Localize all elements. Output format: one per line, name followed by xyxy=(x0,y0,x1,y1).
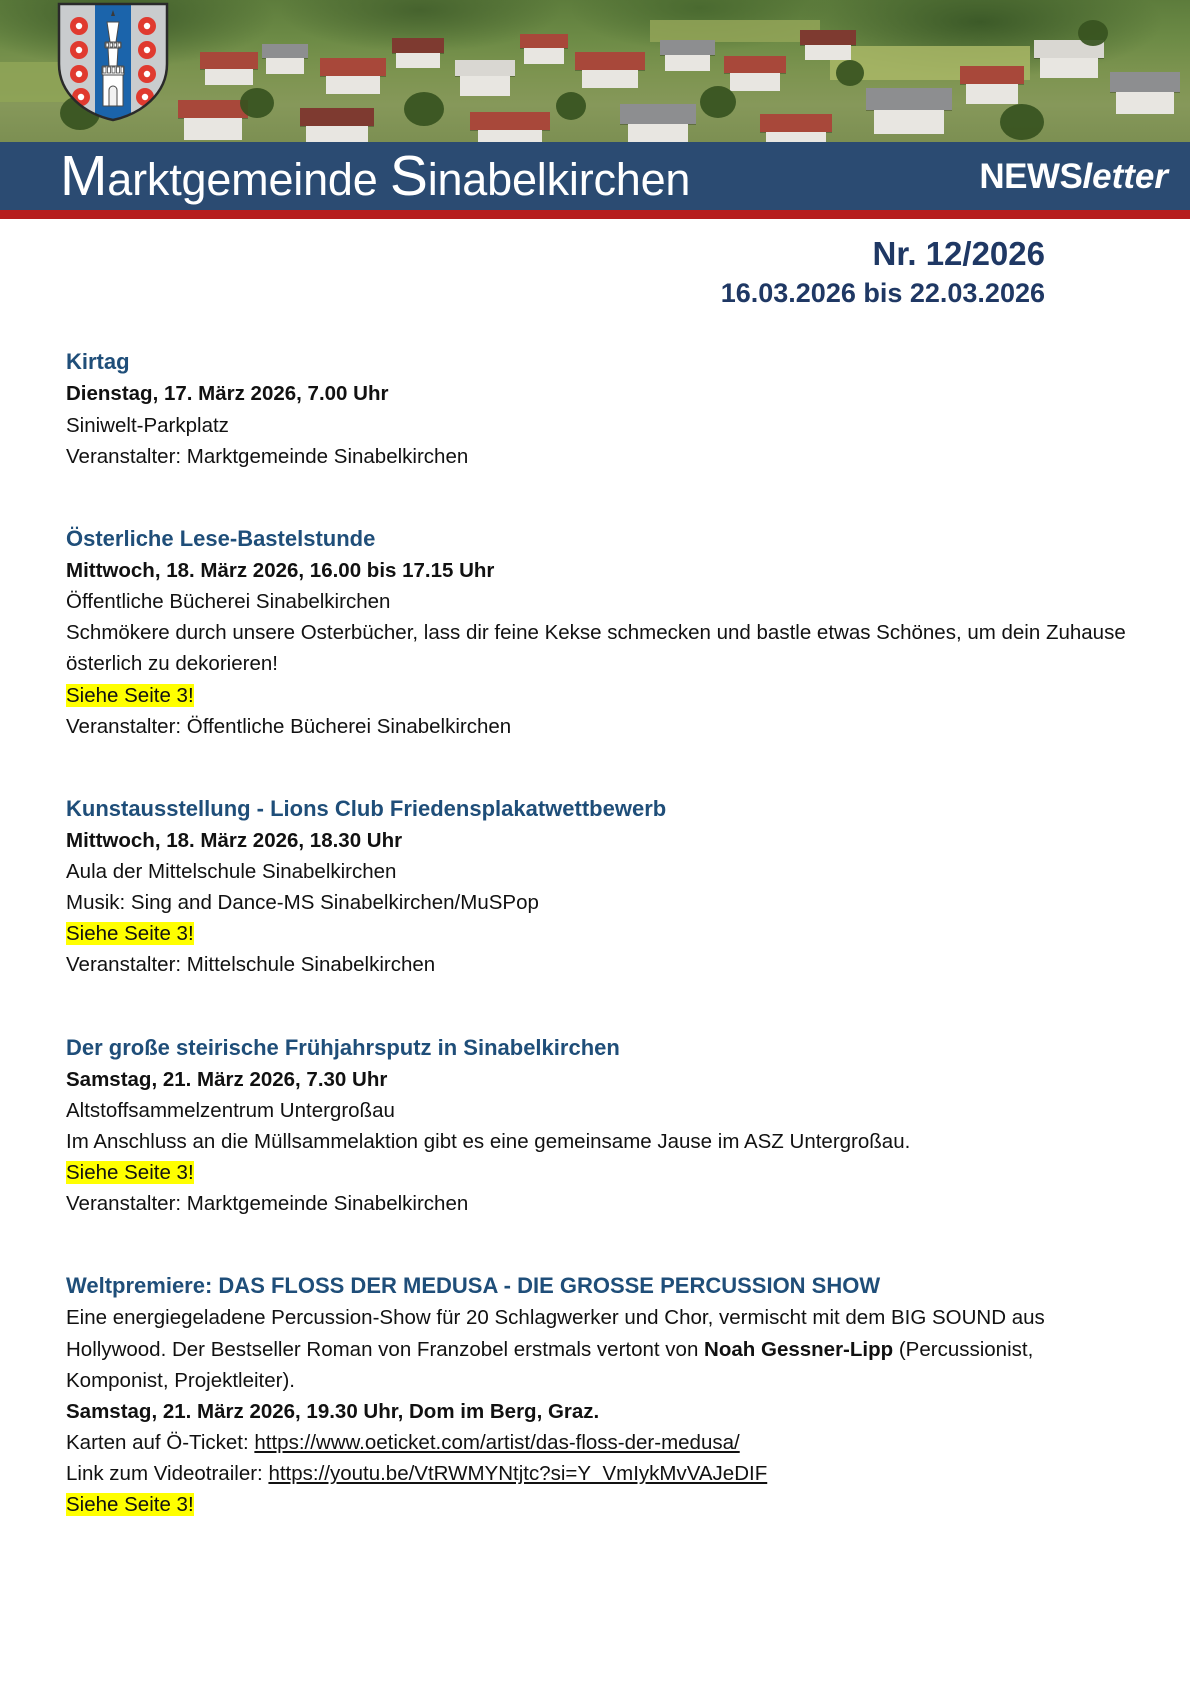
issue-date-range: 16.03.2026 bis 22.03.2026 xyxy=(720,278,1045,309)
masthead-word-marktgemeinde: arktgemeinde xyxy=(107,153,390,205)
event-description: Schmökere durch unsere Osterbücher, lass dir feine Kekse schmecken und bastle etwas Schönes, um dein Zuhause österlich zu dekorieren! xyxy=(66,621,1126,676)
event-datetime: Dienstag, 17. März 2026, 7.00 Uhr xyxy=(66,382,389,406)
see-page-highlight: Siehe Seite 3! xyxy=(66,683,194,707)
event-description-part2: (Percussionist, Komponist, Projektleiter). xyxy=(66,1337,1034,1392)
red-divider-rule xyxy=(0,210,1190,219)
event-title: Kirtag xyxy=(66,349,130,375)
event-item-weltpremiere-medusa xyxy=(66,1271,1130,1520)
event-datetime: Samstag, 21. März 2026, 19.30 Uhr, Dom im Berg, Graz. xyxy=(66,1399,600,1423)
see-page-highlight: Siehe Seite 3! xyxy=(66,922,194,946)
newsletter-news-text: NEWS xyxy=(979,156,1083,196)
coat-of-arms-icon xyxy=(57,2,169,122)
event-description: Im Anschluss an die Müllsammelaktion gibt es eine gemeinsame Jause im ASZ Untergroßau. xyxy=(66,1129,911,1153)
event-title: Österliche Lese-Bastelstunde xyxy=(66,525,376,551)
event-item-kunstausstellung xyxy=(66,794,1130,981)
event-location: Öffentliche Bücherei Sinabelkirchen xyxy=(66,590,391,614)
event-music: Musik: Sing and Dance-MS Sinabelkirchen/MuSPop xyxy=(66,891,539,915)
issue-info xyxy=(0,219,1190,311)
masthead-word-sinabelkirchen: inabelkirchen xyxy=(427,153,691,205)
event-see-page-row xyxy=(66,1489,1130,1520)
event-location: Aula der Mittelschule Sinabelkirchen xyxy=(66,860,397,883)
video-trailer-link[interactable]: https://youtu.be/VtRWMYNtjtc?si=Y_VmIykMvVAJeDIF xyxy=(268,1462,768,1486)
banner-photo-village xyxy=(0,0,1190,142)
event-list xyxy=(0,311,1190,1520)
see-page-highlight: Siehe Seite 3! xyxy=(66,1493,194,1517)
event-organizer: Veranstalter: Öffentliche Bücherei Sinabelkirchen xyxy=(66,714,512,738)
event-item-kirtag xyxy=(66,347,1130,472)
masthead-initial-s: S xyxy=(389,143,428,208)
event-datetime: Mittwoch, 18. März 2026, 16.00 bis 17.15 Uhr xyxy=(66,558,495,582)
event-see-page-row xyxy=(66,1157,1130,1188)
newsletter-letter-text: letter xyxy=(1082,156,1168,196)
page-title xyxy=(60,143,691,208)
event-organizer: Veranstalter: Mittelschule Sinabelkirchen xyxy=(66,953,436,977)
tickets-link[interactable]: https://www.oeticket.com/artist/das-floss-der-medusa/ xyxy=(254,1431,740,1455)
event-location: Altstoffsammelzentrum Untergroßau xyxy=(66,1098,395,1122)
village-photo-background xyxy=(0,0,1190,142)
trailer-label: Link zum Videotrailer: xyxy=(66,1462,269,1486)
event-organizer: Veranstalter: Marktgemeinde Sinabelkirchen xyxy=(66,1192,469,1216)
see-page-highlight: Siehe Seite 3! xyxy=(66,1161,194,1185)
tickets-label: Karten auf Ö-Ticket: xyxy=(66,1431,255,1455)
event-see-page-row xyxy=(66,918,1130,949)
event-title: Kunstausstellung - Lions Club Friedensplakatwettbewerb xyxy=(66,795,667,821)
event-datetime: Samstag, 21. März 2026, 7.30 Uhr xyxy=(66,1067,388,1091)
event-composer-name: Noah Gessner-Lipp xyxy=(704,1337,894,1361)
event-see-page-row xyxy=(66,680,1130,711)
event-datetime: Mittwoch, 18. März 2026, 18.30 Uhr xyxy=(66,828,403,852)
masthead-bar xyxy=(0,142,1190,210)
issue-number: Nr. 12/2026 xyxy=(872,235,1045,272)
event-trailer-row xyxy=(66,1458,1130,1489)
event-item-lese-bastelstunde xyxy=(66,524,1130,742)
event-item-fruehjahrsputz xyxy=(66,1033,1130,1220)
newsletter-wordmark xyxy=(979,156,1168,196)
event-location: Siniwelt-Parkplatz xyxy=(66,413,229,437)
event-description xyxy=(66,1302,1130,1395)
event-tickets-row xyxy=(66,1427,1130,1458)
event-description-part1: Eine energiegeladene Percussion-Show für 20 Schlagwerker und Chor, vermischt mit dem BIG SOUND aus Hollywood. Der Bestseller Roman von Franzobel erstmals vertont von xyxy=(66,1306,1045,1361)
event-organizer: Veranstalter: Marktgemeinde Sinabelkirchen xyxy=(66,444,469,468)
event-title: Weltpremiere: DAS FLOSS DER MEDUSA - DIE GROSSE PERCUSSION SHOW xyxy=(66,1273,881,1299)
masthead-initial-m: M xyxy=(60,143,108,208)
event-title: Der große steirische Frühjahrsputz in Sinabelkirchen xyxy=(66,1034,620,1060)
